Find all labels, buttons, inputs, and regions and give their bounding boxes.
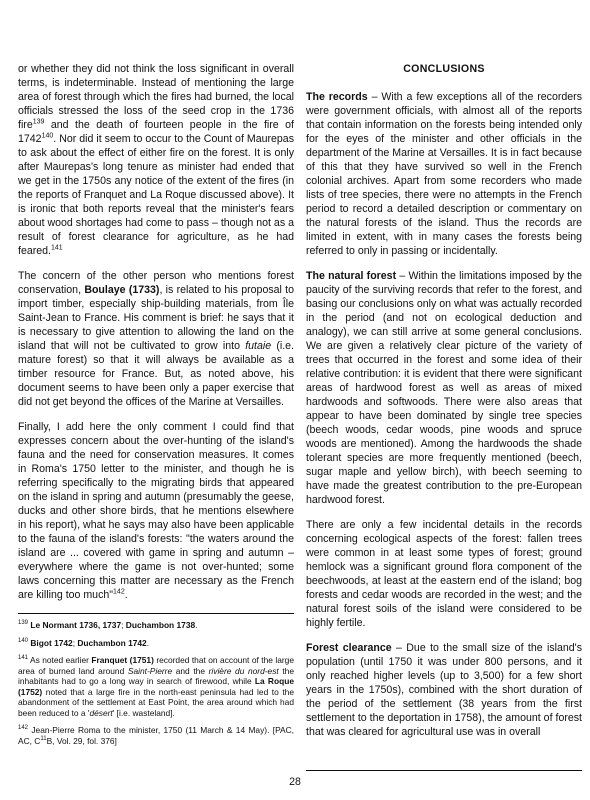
footnote-142: $^{142}$ Jean-Pierre Roma to the minister, 1750 (11 March & 14 May). [PAC, AC, $C^{11}B$, Vol. 29, fol. 376] bbox=[18, 725, 294, 746]
bottom-rule bbox=[306, 770, 582, 771]
left-column bbox=[18, 52, 294, 753]
footnote-ref[interactable]: 142 bbox=[113, 588, 125, 596]
footnote-ref[interactable]: 141 bbox=[50, 244, 63, 252]
page-number: 28 bbox=[289, 776, 301, 788]
paragraph-forest-conservation: The concern of the other person who mentions forest conservation, Boulaye (1733), is related to his proposal to import timber, especially ship-building materials, from Île Saint-Jean to France. His comment is brief: he says that it is necessary to give attention to allowing the land on the island that will not be cultivated to grow into futaie (i.e. mature forest) so that it will always be available as a timber resource for France. But, as noted above, his document seems to have been only a paper exercise that did not get beyond the offices of the Marine at Versailles. bbox=[18, 270, 295, 408]
footnote-139: $^{139}$ Le Normant 1736, 1737; Duchambon 1738. bbox=[18, 620, 198, 630]
paragraph-ecological-details: There are only a few incidental details in the records concerning ecological aspects of the forest: fallen trees were common in at least some types of forest; ground hemlock was a significant ground flora component of the beechwoods, at least at the eastern end of the island; bog forests and cedar woods are recorded in the west; and the natural forest soils of the island were considered to be highly fertile. bbox=[306, 519, 582, 629]
paragraph-over-hunting: Finally, I add here the only comment I could find that expresses concern about the over-hunting of the island's fauna and the need for conservation measures. It comes in Roma's 1750 letter to the minister, and though he is referring specifically to the migrating birds that appeared on the island in spring and autumn (presumably the geese, ducks and other shore birds, that he mentions elsewhere in his report), what he says may also have been applicable to the fauna of the island's forests: "the waters around the island are ... covered with game in spring and autumn – everywhere where the game is not over-hunted; some laws concerning this matter are necessary as the French are killing too much"$^{142}$. bbox=[18, 421, 294, 601]
section-heading: CONCLUSIONS bbox=[403, 63, 485, 75]
footnote-140: $^{140}$ Bigot 1742; Duchambon 1742. bbox=[18, 637, 150, 648]
footnote-divider bbox=[18, 613, 294, 614]
right-column bbox=[306, 52, 582, 750]
paragraph-forest-clearance: Forest clearance – Due to the small size of the island's population (until 1750 it was under 800 persons, and it only reached higher levels (up to 3,500) for a few short years in the 1750s), combined with the short duration of the period of the settlement (38 years from the first settlement to the deportation in 1758), the amount of forest that was cleared for agricultural use was in overall bbox=[306, 642, 582, 738]
footnote-ref[interactable]: 139 bbox=[32, 118, 45, 126]
footnote-141: $^{141}$ As noted earlier Franquet (1751) recorded that on account of the large area of burned land around Saint-Pierre and the rivière du nord-est the inhabitants had to go a long way in search of firewood, while La Roque (1752) noted that a large fire in the north-east peninsula had led to the abandonment of the settlement at East Point, the area around which had been reduced to a 'désert' [i.e. wasteland]. bbox=[18, 655, 294, 718]
paragraph-records: The records – With a few exceptions all of the recorders were government officials, with almost all of the reports that contain information on the forests being intended only for the eyes of the minister and other officials in the department of the Marine at Versailles. It is in fact because of this that they have survived so well in the French colonial archives. Apart from some recorders who made lists of tree species, there were no attempts in the French period to record a detailed description or commentary on the natural forests of the island. Thus the records are limited in extent, with in many cases the forests being referred to only in passing or incidentally. bbox=[306, 91, 583, 257]
paragraph-natural-forest: The natural forest – Within the limitations imposed by the paucity of the surviving records that refer to the forest, and basing our conclusions only on what was actually recorded in the period (and not on ecological deduction and analogy), we can still arrive at some general conclusions. We are given a relatively clear picture of the variety of trees that occurred in the forest and some idea of their relative contribution: it is evident that there were significant areas of hardwood forest as well as areas of mixed hardwoods and softwoods. There were also areas that appear to have been dominated by single tree species (beech woods, cedar woods, pine woods and spruce woods are mentioned). Among the hardwoods the shade tolerant species are more frequently mentioned (beech, sugar maple and yellow birch), with beech seeming to have made the greatest contribution to the pre-European hardwood forest. bbox=[306, 270, 582, 506]
footnote-ref[interactable]: 140 bbox=[41, 132, 54, 140]
paragraph-fire-losses: or whether they did not think the loss significant in overall terms, is indeterminable. Instead of mentioning the large area of forest through which the fires had burned, the local officials stressed the loss of the seed crop in the 1736 fire$^{139}$ and the death of fourteen people in the fire of 1742$^{140}$. Nor did it seem to occur to the Count of Maurepas to ask about the effect of either fire on the forest. It is only after Maurepas's long tenure as minister had ended that we get in the 1750s any notice of the extent of the fires (in the reports of Franquet and La Roque discussed above). It is ironic that both reports reveal that the minister's fears about wood shortages had come to pass – though not as a result of forest clearance for agriculture, as he had feared.$^{141}$ bbox=[18, 63, 294, 257]
